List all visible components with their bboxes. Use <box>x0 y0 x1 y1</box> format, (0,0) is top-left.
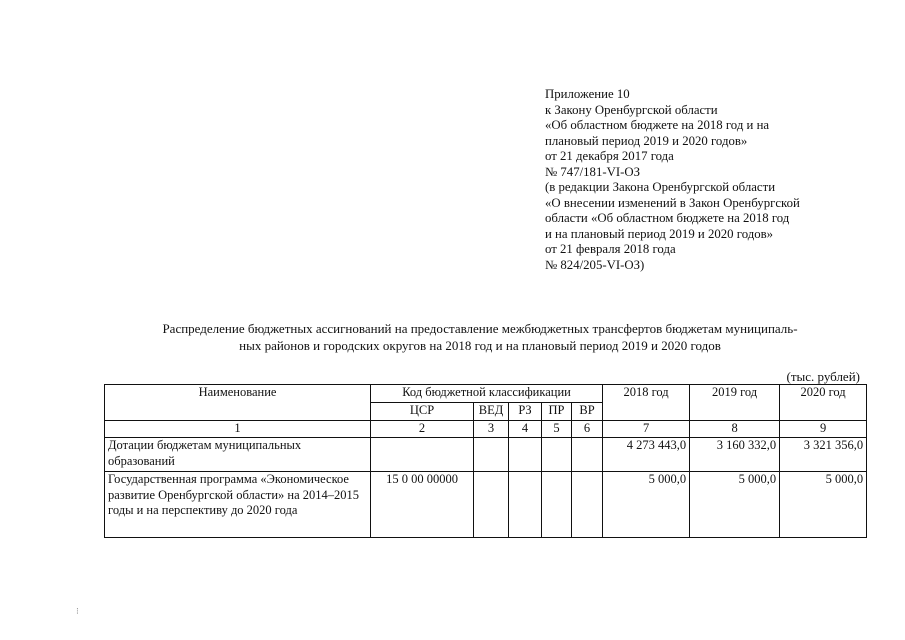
table-row <box>105 472 867 538</box>
units-label: (тыс. рублей) <box>786 369 860 384</box>
row-rz <box>509 472 542 538</box>
column-number: 4 <box>509 421 542 438</box>
header-year-2020: 2020 год <box>780 385 867 421</box>
row-value-2018: 4 273 443,0 <box>603 438 690 472</box>
appendix-line: Приложение 10 <box>545 87 630 101</box>
row-name: Государственная программа «Экономическое развитие Оренбургской области» на 2014–2015 годы и на перспективу до 2020 года <box>105 472 371 538</box>
appendix-line: и на плановый период 2019 и 2020 годов» <box>545 226 774 241</box>
budget-table <box>104 384 867 538</box>
row-vr <box>572 438 603 472</box>
header-row-1 <box>105 385 867 403</box>
appendix-line: № 824/205-VI-ОЗ) <box>545 257 645 272</box>
title-line-1: Распределение бюджетных ассигнований на предоставление межбюджетных трансфертов бюджетам муниципаль- <box>162 321 798 336</box>
title-line-2: ных районов и городских округов на 2018 год и на плановый период 2019 и 2020 годов <box>239 338 721 353</box>
row-csr <box>371 438 474 472</box>
header-csr: ЦСР <box>371 403 474 421</box>
row-vr <box>572 472 603 538</box>
appendix-line: к Закону Оренбургской области <box>545 102 718 117</box>
appendix-line: плановый период 2019 и 2020 годов» <box>545 133 748 148</box>
header-rz: РЗ <box>509 403 542 421</box>
appendix-line: области «Об областном бюджете на 2018 год <box>545 211 790 225</box>
appendix-line: № 747/181-VI-ОЗ <box>545 164 641 179</box>
row-pr <box>542 472 572 538</box>
header-ved: ВЕД <box>474 403 509 421</box>
header-year-2019: 2019 год <box>690 385 780 421</box>
row-name: Дотации бюджетам муниципальных образований <box>105 438 371 472</box>
column-number: 8 <box>690 421 780 438</box>
header-year-2018: 2018 год <box>603 385 690 421</box>
appendix-line: «О внесении изменений в Закон Оренбургской <box>545 195 800 210</box>
column-number: 7 <box>603 421 690 438</box>
header-vr: ВР <box>572 403 603 421</box>
row-rz <box>509 438 542 472</box>
appendix-line: (в редакции Закона Оренбургской области <box>545 180 776 194</box>
row-value-2020: 3 321 356,0 <box>780 438 867 472</box>
row-value-2020: 5 000,0 <box>780 472 867 538</box>
appendix-line: от 21 февраля 2018 года <box>545 242 676 256</box>
row-value-2019: 3 160 332,0 <box>690 438 780 472</box>
column-number: 3 <box>474 421 509 438</box>
appendix-line: «Об областном бюджете на 2018 год и на <box>545 118 770 132</box>
row-csr: 15 0 00 00000 <box>371 472 474 538</box>
table-row <box>105 438 867 472</box>
column-number-row <box>105 421 867 438</box>
column-number: 5 <box>542 421 572 438</box>
header-pr: ПР <box>542 403 572 421</box>
header-code-group: Код бюджетной классификации <box>371 385 603 403</box>
scan-artifact: ⁝ <box>76 606 79 616</box>
row-ved <box>474 438 509 472</box>
row-value-2018: 5 000,0 <box>603 472 690 538</box>
column-number: 2 <box>371 421 474 438</box>
appendix-header <box>545 87 865 273</box>
header-name: Наименование <box>105 385 371 421</box>
row-value-2019: 5 000,0 <box>690 472 780 538</box>
column-number: 6 <box>572 421 603 438</box>
row-ved <box>474 472 509 538</box>
row-pr <box>542 438 572 472</box>
column-number: 9 <box>780 421 867 438</box>
appendix-line: от 21 декабря 2017 года <box>545 149 674 163</box>
document-title <box>104 320 856 354</box>
column-number: 1 <box>105 421 371 438</box>
